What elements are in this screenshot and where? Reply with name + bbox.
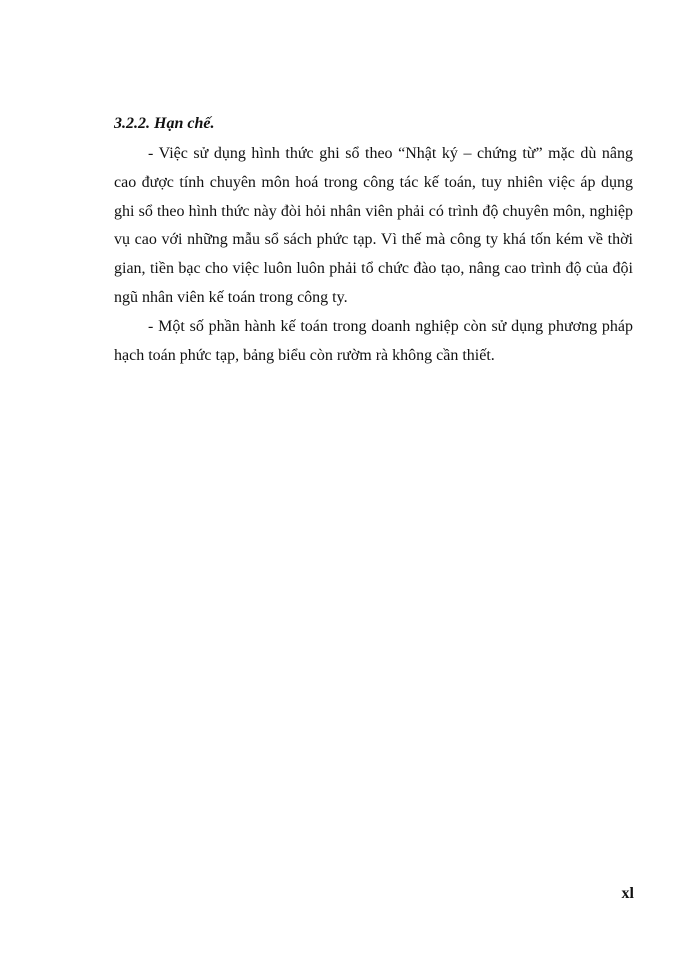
- paragraph-accounting-methods: - Một số phần hành kế toán trong doanh nghiệp còn sử dụng phương pháp hạch toán phức tạp, bảng biểu còn rườm rà không cần thiết.: [114, 317, 633, 364]
- body-text: [114, 140, 633, 370]
- section-heading: 3.2.2. Hạn chế.: [114, 115, 215, 132]
- page-number: xl: [621, 885, 634, 902]
- paragraph-bookkeeping-form: - Việc sử dụng hình thức ghi sổ theo “Nhật ký – chứng từ” mặc dù nâng cao được tính chuyên môn hoá trong công tác kế toán, tuy nhiên việc áp dụng ghi sổ theo hình thức này đòi hỏi nhân viên phải có trình độ chuyên môn, nghiệp vụ cao với những mẫu sổ sách phức tạp. Vì thế mà công ty khá tốn kém về thời gian, tiền bạc cho việc luôn luôn phải tổ chức đào tạo, nâng cao trình độ của đội ngũ nhân viên kế toán trong công ty.: [114, 145, 633, 306]
